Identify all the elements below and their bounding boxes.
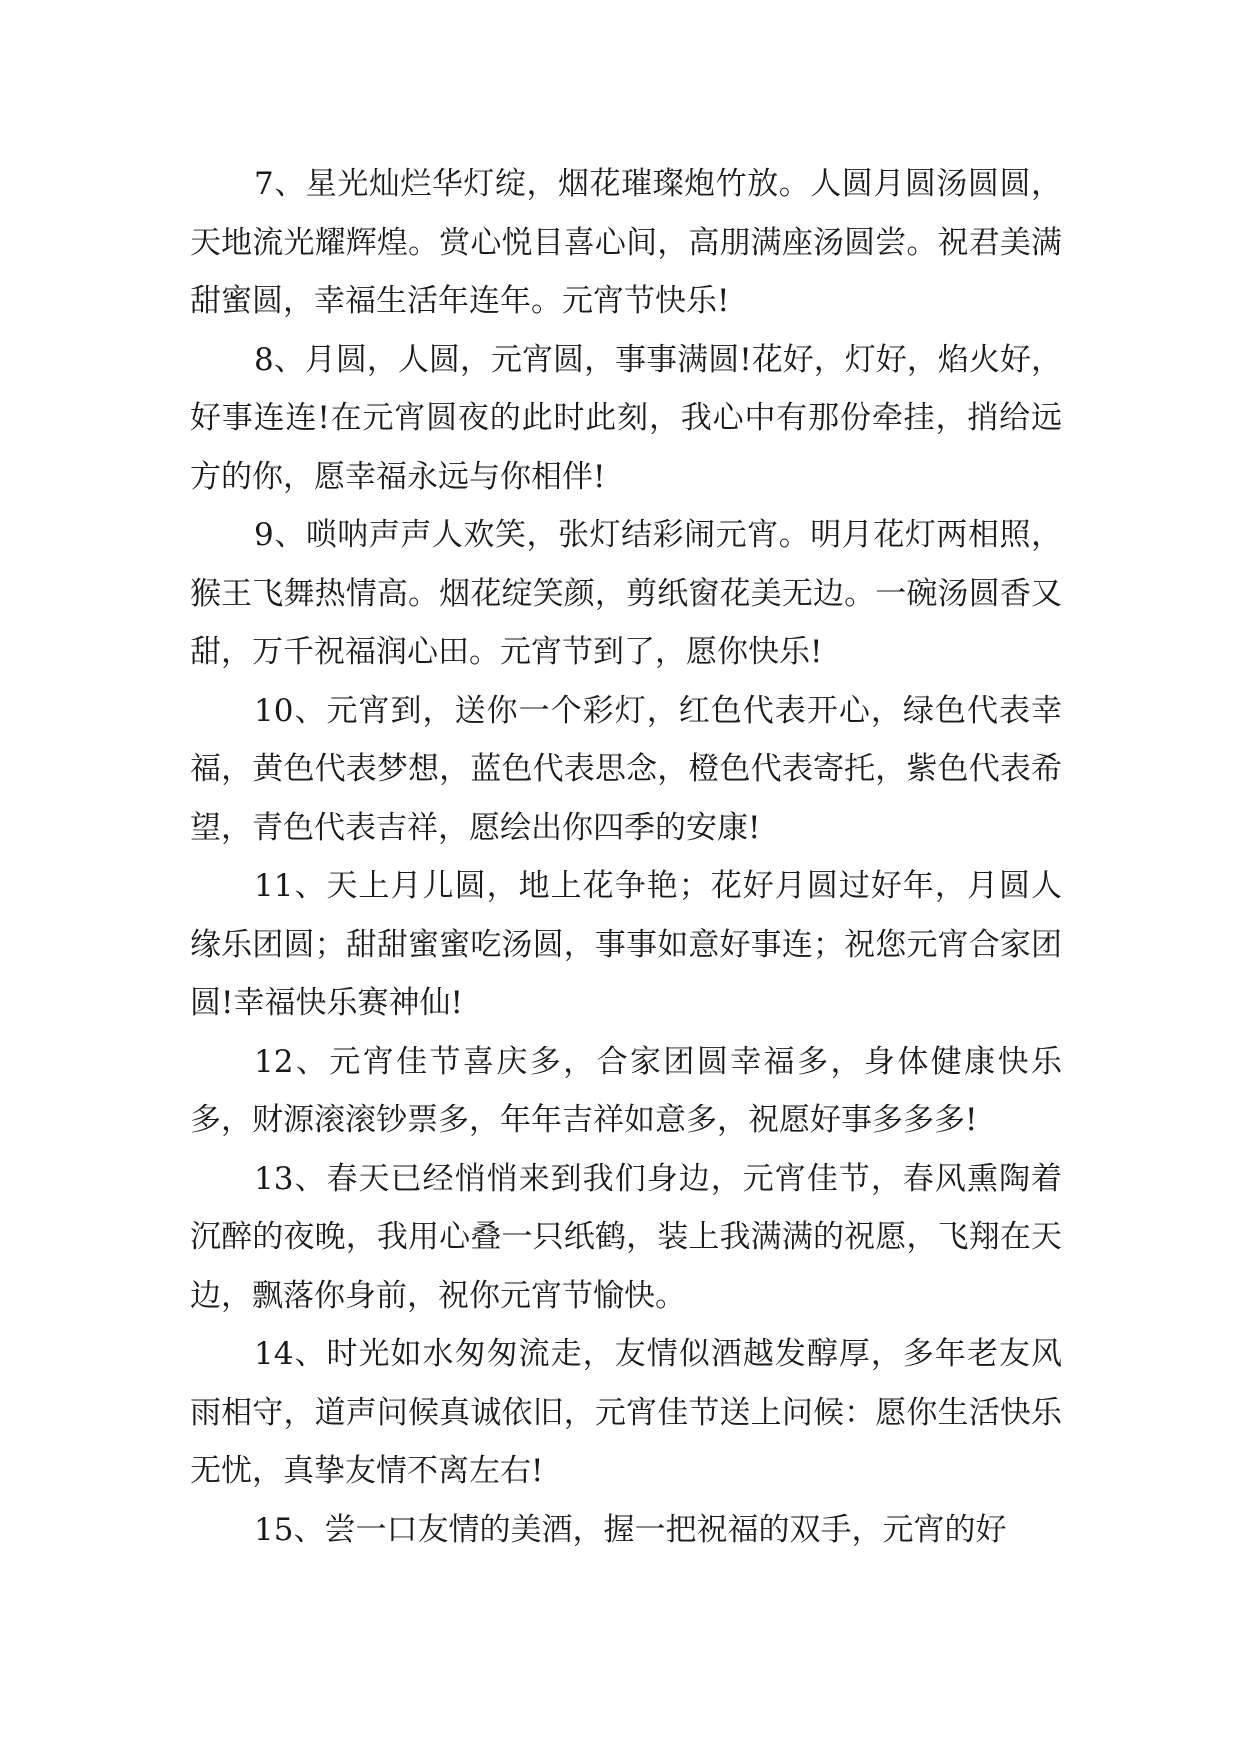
paragraph-12: 12、元宵佳节喜庆多，合家团圆幸福多，身体健康快乐多，财源滚滚钞票多，年年吉祥如意多，祝愿好事多多多! [190, 1043, 1062, 1138]
document-body [190, 155, 1062, 1559]
paragraph-10: 10、元宵到，送你一个彩灯，红色代表开心，绿色代表幸福，黄色代表梦想，蓝色代表思念，橙色代表寄托，紫色代表希望，青色代表吉祥，愿绘出你四季的安康! [190, 692, 1062, 846]
paragraph-11: 11、天上月儿圆，地上花争艳；花好月圆过好年，月圆人缘乐团圆；甜甜蜜蜜吃汤圆，事事如意好事连；祝您元宵合家团圆!幸福快乐赛神仙! [190, 868, 1062, 1021]
paragraph-7: 7、星光灿烂华灯绽，烟花璀璨炮竹放。人圆月圆汤圆圆，天地流光耀辉煌。赏心悦目喜心间，高朋满座汤圆尝。祝君美满甜蜜圆，幸福生活年连年。元宵节快乐! [190, 166, 1062, 319]
paragraph-8: 8、月圆，人圆，元宵圆，事事满圆!花好，灯好，焰火好，好事连连!在元宵圆夜的此时此刻，我心中有那份牵挂，捎给远方的你，愿幸福永远与你相伴! [190, 341, 1062, 495]
paragraph-15: 15、尝一口友情的美酒，握一把祝福的双手，元宵的好 [254, 1511, 1007, 1548]
paragraph-14: 14、时光如水匆匆流走，友情似酒越发醇厚，多年老友风雨相守，道声问候真诚依旧，元宵佳节送上问候：愿你生活快乐无忧，真挚友情不离左右! [190, 1336, 1062, 1489]
paragraph-13: 13、春天已经悄悄来到我们身边，元宵佳节，春风熏陶着沉醉的夜晚，我用心叠一只纸鹤，装上我满满的祝愿，飞翔在天边，飘落你身前，祝你元宵节愉快。 [190, 1160, 1062, 1314]
paragraph-9: 9、唢呐声声人欢笑，张灯结彩闹元宵。明月花灯两相照，猴王飞舞热情高。烟花绽笑颜，剪纸窗花美无边。一碗汤圆香又甜，万千祝福润心田。元宵节到了，愿你快乐! [190, 517, 1062, 670]
